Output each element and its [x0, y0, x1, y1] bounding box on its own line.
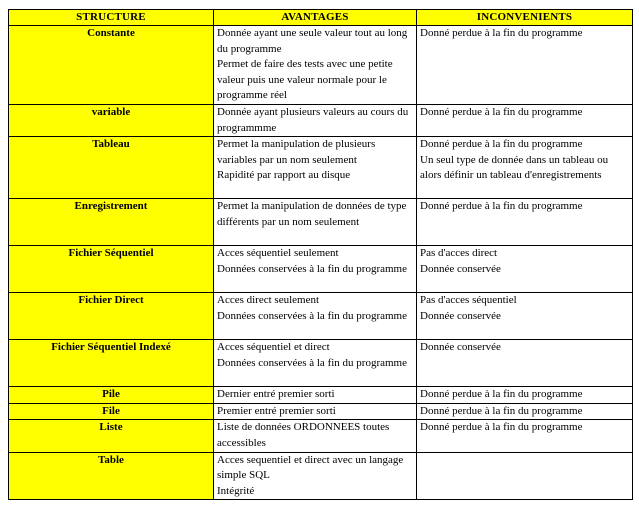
- table-row: [9, 403, 633, 420]
- structure-cell: Table: [9, 452, 214, 500]
- avantages-cell: [214, 137, 417, 199]
- avantage-line: Acces sequentiel et direct avec un langage simple SQL: [217, 453, 404, 482]
- avantage-line: Dernier entré premier sorti: [217, 388, 335, 401]
- inconvenients-cell: [417, 340, 633, 387]
- inconvenient-line: Donné perdue à la fin du programme: [420, 404, 583, 417]
- inconvenient-line: Donné perdue à la fin du programme: [420, 421, 583, 434]
- structure-cell: variable: [9, 104, 214, 136]
- avantage-line: Permet de faire des tests avec une petite valeur puis une valeur normale pour le programme réel: [217, 58, 393, 102]
- avantages-cell: [214, 403, 417, 420]
- avantage-line: Premier entré premier sorti: [217, 404, 336, 417]
- inconvenients-cell: [417, 452, 633, 500]
- table-body: [9, 26, 633, 500]
- inconvenient-line: Donnée conservée: [420, 262, 501, 275]
- avantage-line: Acces séquentiel seulement: [217, 247, 339, 260]
- header-inconvenients: INCONVENIENTS: [417, 10, 633, 26]
- structure-cell: Tableau: [9, 137, 214, 199]
- inconvenient-line: Pas d'acces séquentiel: [420, 294, 517, 307]
- structure-cell: Fichier Direct: [9, 293, 214, 340]
- avantages-cell: [214, 199, 417, 246]
- structure-cell: File: [9, 403, 214, 420]
- avantage-line: Permet la manipulation de données de type différents par un nom seulement: [217, 200, 407, 228]
- inconvenients-cell: [417, 137, 633, 199]
- table-row: [9, 293, 633, 340]
- structure-cell: Enregistrement: [9, 199, 214, 246]
- inconvenient-line: Donnée conservée: [420, 341, 501, 354]
- table-row: [9, 452, 633, 500]
- avantage-line: Donnée ayant une seule valeur tout au long du programme: [217, 27, 408, 55]
- table-header: [9, 10, 633, 26]
- table-row: [9, 26, 633, 105]
- inconvenient-line: Un seul type de donnée dans un tableau ou alors définir un tableau d'enregistrements: [420, 153, 609, 182]
- table-row: [9, 104, 633, 136]
- inconvenients-cell: [417, 403, 633, 420]
- inconvenients-cell: [417, 199, 633, 246]
- inconvenients-cell: [417, 293, 633, 340]
- table-row: [9, 420, 633, 452]
- inconvenient-line: Donné perdue à la fin du programme: [420, 138, 583, 151]
- avantage-line: Données conservées à la fin du programme: [217, 309, 407, 322]
- avantages-cell: [214, 246, 417, 293]
- header-structure: STRUCTURE: [9, 10, 214, 26]
- structure-cell: Constante: [9, 26, 214, 105]
- table-row: [9, 199, 633, 246]
- avantage-line: Données conservées à la fin du programme: [217, 356, 407, 369]
- avantages-cell: [214, 26, 417, 105]
- avantages-cell: [214, 387, 417, 404]
- inconvenients-cell: [417, 26, 633, 105]
- inconvenients-cell: [417, 420, 633, 452]
- avantages-cell: [214, 452, 417, 500]
- avantage-line: Données conservées à la fin du programme: [217, 262, 407, 275]
- structure-cell: Fichier Séquentiel Indexé: [9, 340, 214, 387]
- structure-cell: Liste: [9, 420, 214, 452]
- avantage-line: Donnée ayant plusieurs valeurs au cours du programmme: [217, 105, 409, 134]
- inconvenients-cell: [417, 246, 633, 293]
- inconvenient-line: Donné perdue à la fin du programme: [420, 105, 583, 118]
- inconvenient-line: Donné perdue à la fin du programme: [420, 200, 583, 213]
- table-row: [9, 387, 633, 404]
- avantages-cell: [214, 340, 417, 387]
- avantage-line: Acces séquentiel et direct: [217, 341, 330, 354]
- avantage-line: Rapidité par rapport au disque: [217, 169, 351, 182]
- avantages-cell: [214, 420, 417, 452]
- comparison-table: [8, 9, 633, 500]
- structure-cell: Fichier Séquentiel: [9, 246, 214, 293]
- header-avantages: AVANTAGES: [214, 10, 417, 26]
- inconvenient-line: Donné perdue à la fin du programme: [420, 388, 583, 401]
- structure-cell: Pile: [9, 387, 214, 404]
- inconvenient-line: Pas d'acces direct: [420, 247, 498, 260]
- avantage-line: Acces direct seulement: [217, 294, 320, 307]
- avantage-line: Liste de données ORDONNEES toutes accessibles: [217, 421, 390, 449]
- avantages-cell: [214, 293, 417, 340]
- header-row: [9, 10, 633, 26]
- avantage-line: Permet la manipulation de plusieurs variables par un nom seulement: [217, 138, 376, 166]
- avantage-line: Intégrité: [217, 484, 255, 497]
- inconvenients-cell: [417, 387, 633, 404]
- table-row: [9, 340, 633, 387]
- inconvenient-line: Donné perdue à la fin du programme: [420, 27, 583, 39]
- avantages-cell: [214, 104, 417, 136]
- inconvenients-cell: [417, 104, 633, 136]
- table-row: [9, 246, 633, 293]
- table-row: [9, 137, 633, 199]
- inconvenient-line: Donnée conservée: [420, 309, 501, 322]
